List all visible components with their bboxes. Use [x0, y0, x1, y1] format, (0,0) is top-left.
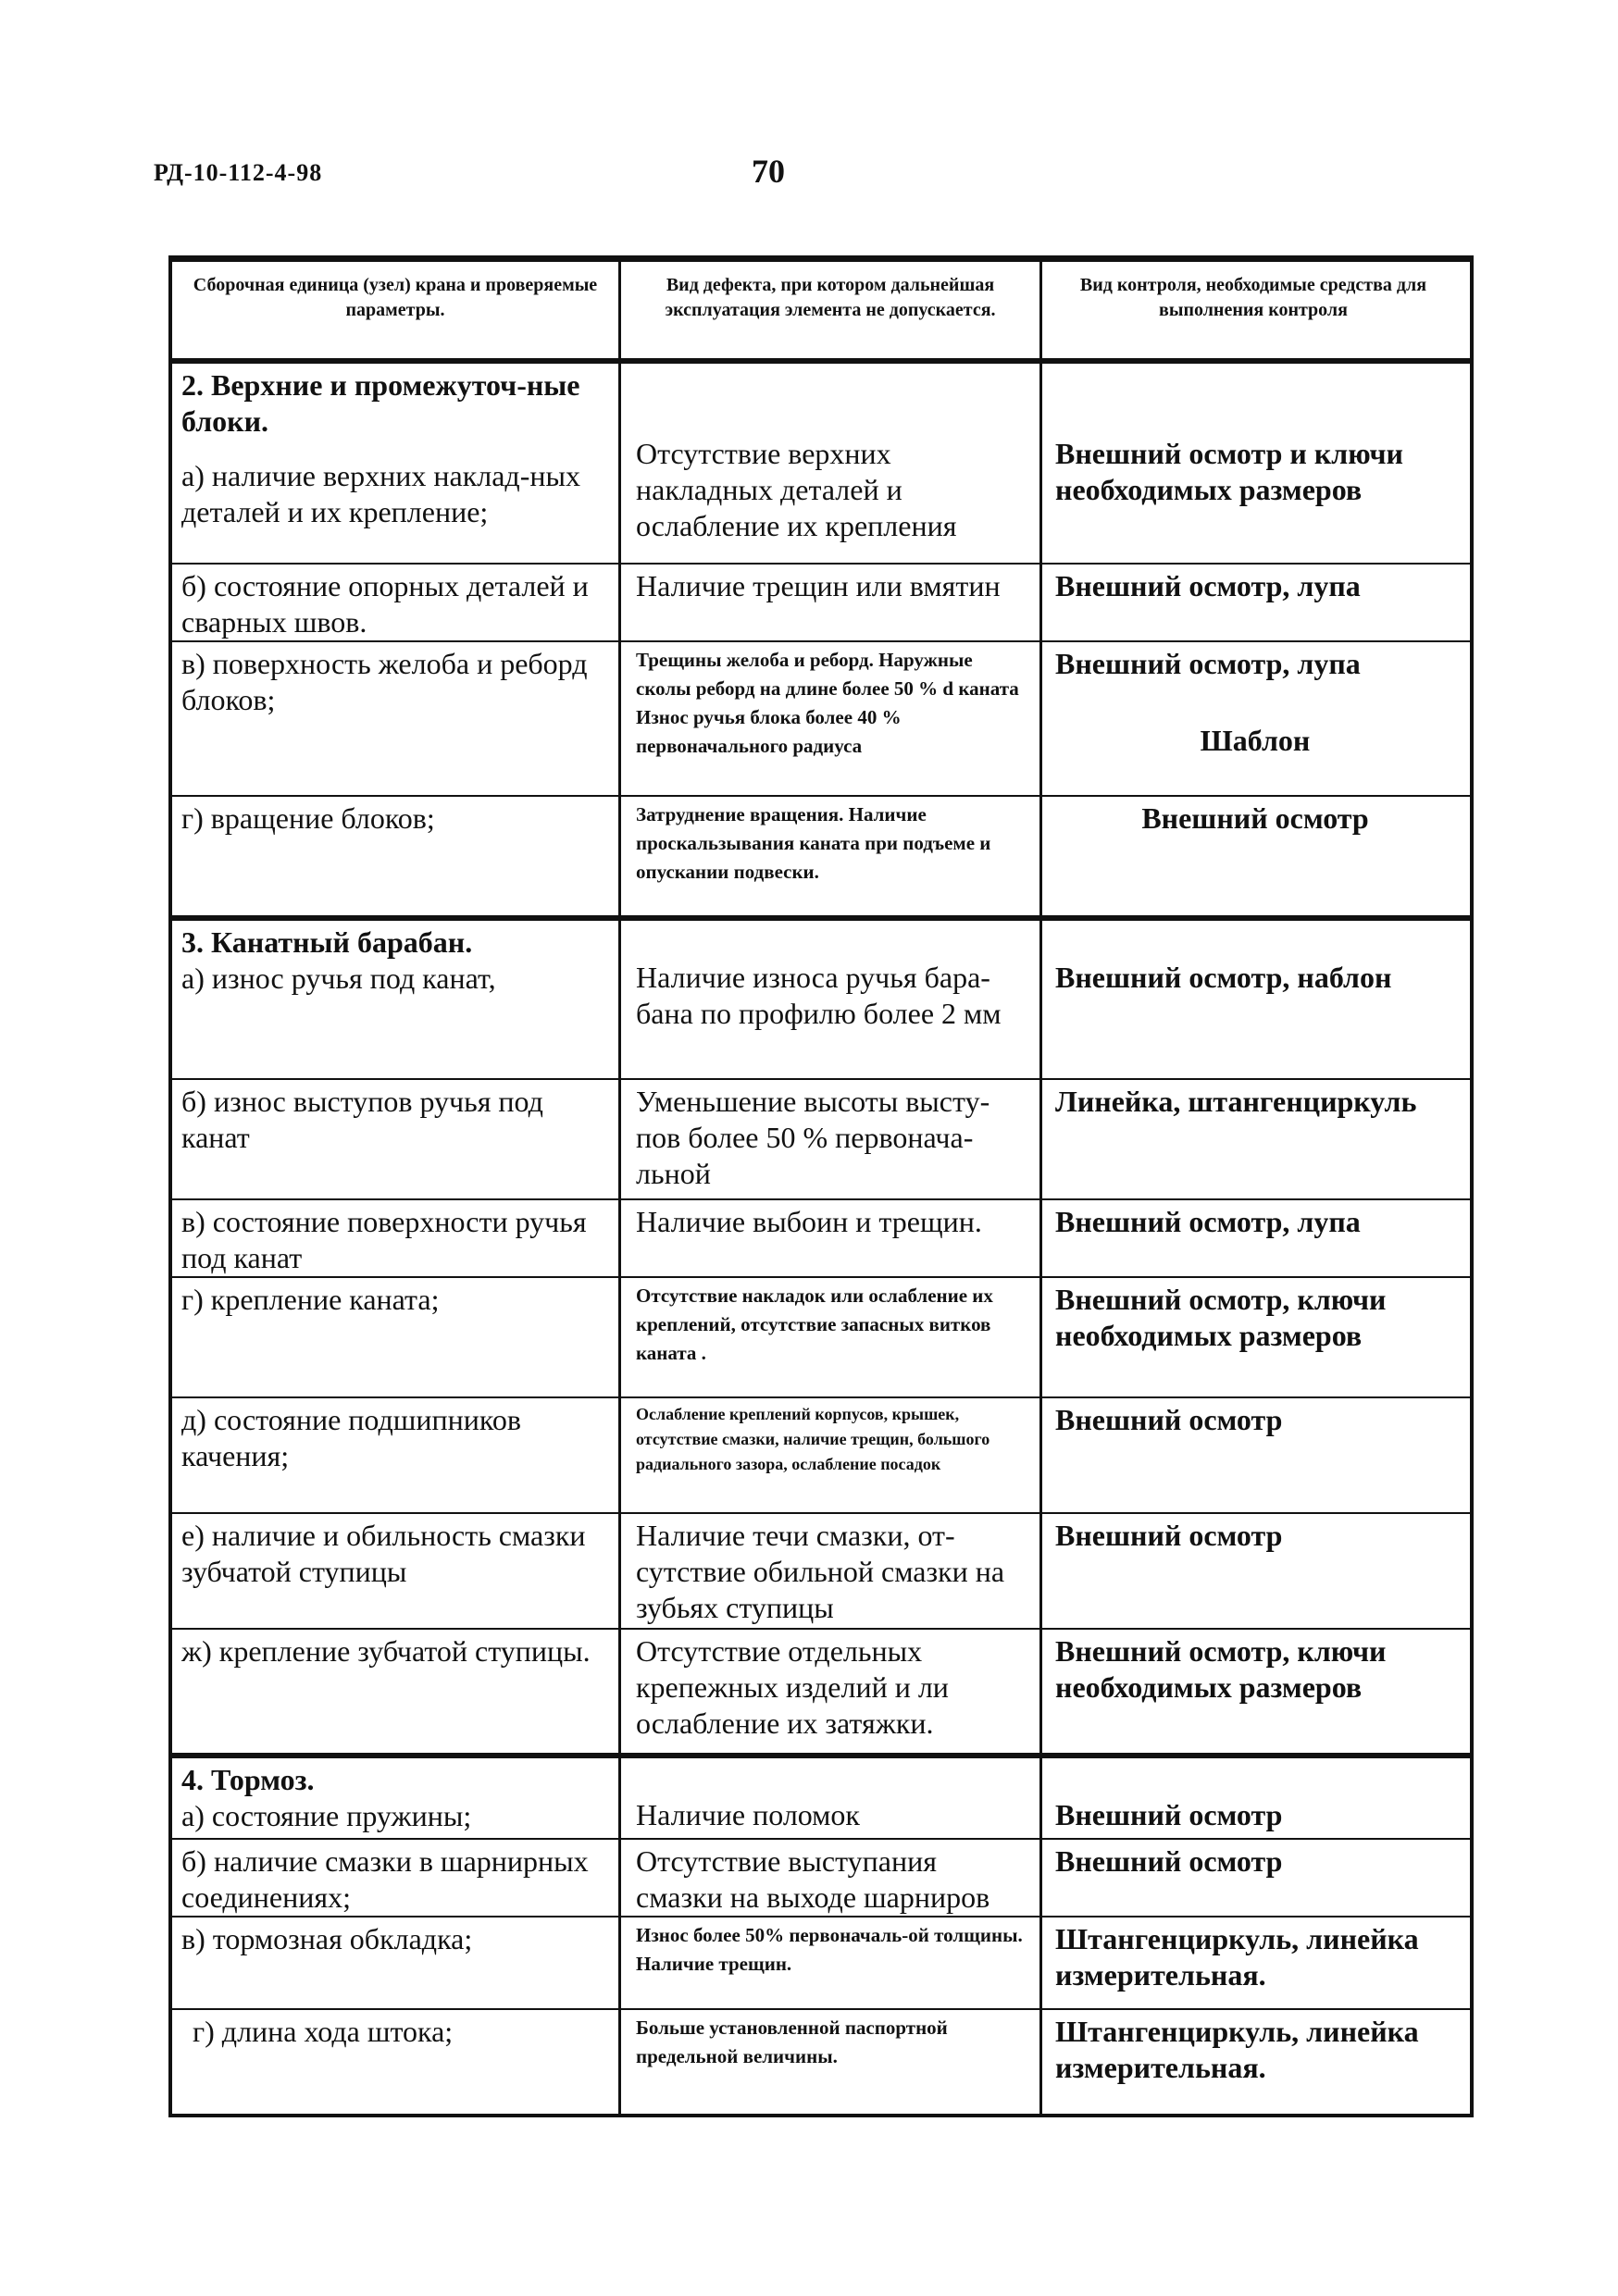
document-code: РД-10-112-4-98: [154, 159, 323, 186]
control-cell: Внешний осмотр, лупа: [1055, 1205, 1361, 1238]
defect-cell: Наличие износа ручья бара-бана по профилю более 2 мм: [621, 921, 1042, 1078]
section-title: 2. Верхние и промежуточ-ные блоки.: [181, 368, 580, 438]
defect-cell: Отсутствие накладок или ослабление их креплений, отсутствие запасных витков каната .: [621, 1278, 1042, 1396]
defect-cell: Отсутствие верхних накладных деталей и ослабление их крепления: [621, 364, 1042, 563]
defect-cell: Ослабление креплений корпусов, крышек, отсутствие смазки, наличие трещин, большого радиального зазора, ослабление посадок: [621, 1398, 1042, 1512]
section-blocks: [172, 364, 1470, 921]
table-row: [172, 921, 1470, 1078]
param-cell: [172, 921, 621, 1078]
column-header-component: Сборочная единица (узел) крана и проверяемые параметры.: [172, 262, 621, 358]
inspection-table: [168, 255, 1474, 2117]
control-cell: Внешний осмотр: [1141, 801, 1369, 835]
section-title: 4. Тормоз.: [181, 1763, 315, 1796]
control-cell: [1042, 642, 1464, 795]
control-cell: Внешний осмотр: [1055, 1519, 1283, 1552]
control-cell: Внешний осмотр: [1055, 1403, 1283, 1436]
control-cell: Внешний осмотр, ключи необходимых размеров: [1055, 1634, 1387, 1704]
control-cell: Штангенциркуль, линейка измерительная.: [1055, 2015, 1419, 2084]
param-cell: е) наличие и обильность смазки зубчатой ступицы: [172, 1514, 621, 1628]
param-cell: б) наличие смазки в шарнирных соединениях;: [172, 1840, 621, 1916]
param-text: а) состояние пружины;: [181, 1799, 472, 1832]
table-row: [172, 1078, 1470, 1198]
defect-cell: Уменьшение высоты высту-пов более 50 % первонача-льной: [621, 1080, 1042, 1198]
defect-cell: Трещины желоба и реборд. Наружные сколы реборд на длине более 50 % d каната Износ ручья блока более 40 % первоначального радиуса: [621, 642, 1042, 795]
control-cell: Внешний осмотр и ключи необходимых размеров: [1055, 437, 1403, 506]
defect-cell: Больше установленной паспортной предельной величины.: [621, 2010, 1042, 2114]
param-cell: в) поверхность желоба и реборд блоков;: [172, 642, 621, 795]
control-extra-text: Шаблон: [1200, 724, 1311, 757]
param-text: а) наличие верхних наклад-ных деталей и их крепление;: [181, 459, 580, 528]
param-cell: в) тормозная обкладка;: [172, 1917, 621, 2008]
table-row: [172, 1198, 1470, 1276]
defect-cell: Износ более 50% первоначаль-ой толщины. Наличие трещин.: [621, 1917, 1042, 2008]
table-row: [172, 1838, 1470, 1916]
defect-cell: Отсутствие отдельных крепежных изделий и ли ослабление их затяжки.: [621, 1630, 1042, 1753]
section-brake: [172, 1758, 1470, 2114]
table-row: [172, 1512, 1470, 1628]
param-cell: д) состояние подшипников качения;: [172, 1398, 621, 1512]
param-cell: г) вращение блоков;: [172, 797, 621, 915]
defect-cell: Наличие трещин или вмятин: [621, 565, 1042, 640]
table-row: [172, 1276, 1470, 1396]
section-rope-drum: [172, 921, 1470, 1758]
param-text: а) износ ручья под канат,: [181, 962, 496, 995]
control-cell: Внешний осмотр, лупа: [1055, 569, 1361, 602]
table-row: [172, 640, 1470, 795]
table-header: [172, 262, 1470, 364]
column-header-control: Вид контроля, необходимые средства для выполнения контроля: [1079, 275, 1427, 320]
control-cell: Штангенциркуль, линейка измерительная.: [1055, 1922, 1419, 1992]
param-cell: г) длина хода штока;: [172, 2010, 621, 2114]
defect-cell: Наличие выбоин и трещин.: [621, 1200, 1042, 1276]
control-cell: Внешний осмотр, наблон: [1055, 961, 1392, 994]
table-row: [172, 364, 1470, 563]
defect-cell: Наличие течи смазки, от-сутствие обильной смазки на зубьях ступицы: [621, 1514, 1042, 1628]
page-number: 70: [752, 153, 785, 190]
control-cell: Внешний осмотр: [1055, 1844, 1283, 1878]
param-cell: [172, 1758, 621, 1838]
control-cell: Линейка, штангенциркуль: [1055, 1085, 1417, 1118]
control-cell: Внешний осмотр, ключи необходимых размеров: [1055, 1283, 1387, 1352]
table-row: [172, 795, 1470, 915]
param-cell: ж) крепление зубчатой ступицы.: [172, 1630, 621, 1753]
defect-cell: Отсутствие выступания смазки на выходе шарниров: [621, 1840, 1042, 1916]
control-text: Внешний осмотр, лупа: [1055, 647, 1361, 680]
param-cell: б) состояние опорных деталей и сварных швов.: [172, 565, 621, 640]
table-row: [172, 1396, 1470, 1512]
table-row: [172, 1628, 1470, 1753]
section-title: 3. Канатный барабан.: [181, 925, 473, 959]
table-row: [172, 1758, 1470, 1838]
table-row: [172, 563, 1470, 640]
defect-cell: Затруднение вращения. Наличие проскальзывания каната при подъеме и опускании подвески.: [621, 797, 1042, 915]
param-cell: [172, 364, 621, 563]
control-cell: Внешний осмотр: [1055, 1798, 1283, 1831]
param-cell: б) износ выступов ручья под канат: [172, 1080, 621, 1198]
column-header-defect: Вид дефекта, при котором дальнейшая эксплуатация элемента не допускается.: [621, 262, 1042, 358]
table-row: [172, 2008, 1470, 2114]
defect-cell: Наличие поломок: [621, 1758, 1042, 1838]
param-cell: г) крепление каната;: [172, 1278, 621, 1396]
param-cell: в) состояние поверхности ручья под канат: [172, 1200, 621, 1276]
table-row: [172, 1916, 1470, 2008]
